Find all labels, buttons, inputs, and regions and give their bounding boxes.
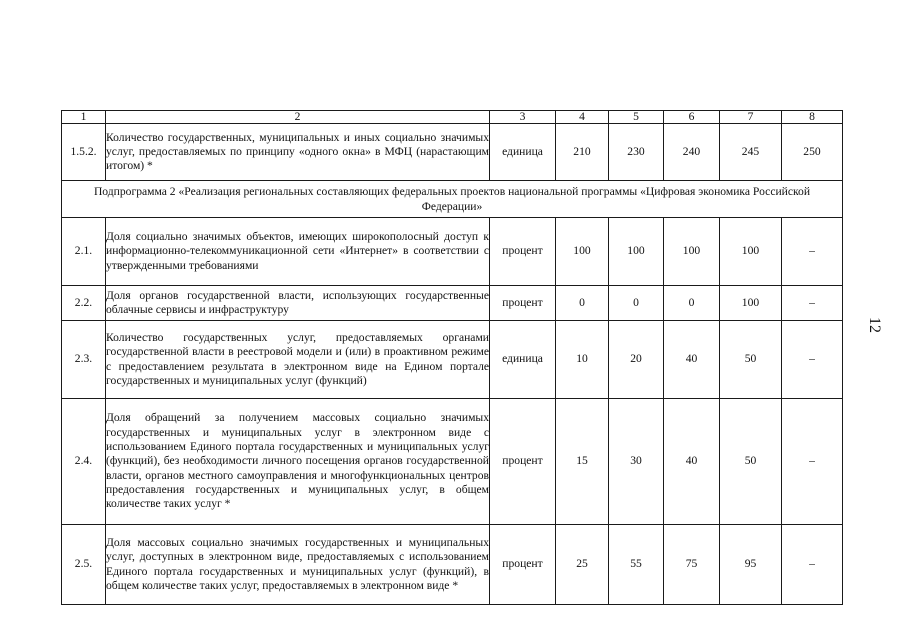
header-cell: 3: [490, 111, 556, 124]
value-cell: 100: [720, 286, 782, 321]
table-row: [62, 321, 843, 399]
unit-cell: единица: [490, 124, 556, 181]
unit-cell: процент: [490, 218, 556, 286]
row-number: 2.2.: [62, 286, 106, 321]
value-cell: 15: [556, 399, 609, 525]
indicator-name: Количество государственных, муниципальных и иных социально значимых услуг, предоставляемых по принципу «одного окна» в МФЦ (нарастающим итогом) *: [106, 124, 490, 181]
unit-cell: процент: [490, 399, 556, 525]
value-cell: 25: [556, 525, 609, 605]
value-cell: 100: [609, 218, 664, 286]
table-row: [62, 286, 843, 321]
value-cell: 50: [720, 399, 782, 525]
unit-cell: процент: [490, 525, 556, 605]
value-cell: 50: [720, 321, 782, 399]
table-header-row: [62, 111, 843, 124]
indicator-name: Доля органов государственной власти, использующих государственные облачные сервисы и инфраструктуру: [106, 286, 490, 321]
unit-cell: единица: [490, 321, 556, 399]
table-row: [62, 218, 843, 286]
value-cell: 20: [609, 321, 664, 399]
value-cell: 55: [609, 525, 664, 605]
row-number: 2.5.: [62, 525, 106, 605]
header-cell: 2: [106, 111, 490, 124]
value-cell: 0: [664, 286, 720, 321]
value-cell: 100: [720, 218, 782, 286]
indicators-table: [61, 110, 843, 605]
value-cell: 10: [556, 321, 609, 399]
value-cell: 95: [720, 525, 782, 605]
row-number: 2.1.: [62, 218, 106, 286]
row-number: 2.3.: [62, 321, 106, 399]
value-cell: –: [782, 286, 843, 321]
row-number: 1.5.2.: [62, 124, 106, 181]
section-title: Подпрограмма 2 «Реализация региональных составляющих федеральных проектов национальной программы «Цифровая экономика Российской Федерации»: [62, 181, 843, 218]
value-cell: 210: [556, 124, 609, 181]
header-cell: 7: [720, 111, 782, 124]
value-cell: 230: [609, 124, 664, 181]
value-cell: 100: [664, 218, 720, 286]
page-number: 12: [866, 317, 883, 333]
value-cell: 30: [609, 399, 664, 525]
value-cell: 240: [664, 124, 720, 181]
value-cell: –: [782, 525, 843, 605]
value-cell: –: [782, 399, 843, 525]
table-row: [62, 525, 843, 605]
unit-cell: процент: [490, 286, 556, 321]
indicator-name: Доля обращений за получением массовых социально значимых государственных и муниципальных услуг в электронном виде с использованием Единого портала государственных и муниципальных услуг (функций), без необходимости личного посещения органов государственной власти, органов местного самоуправления и многофункциональных центров предоставления государственных и муниципальных услуг, в общем количестве таких услуг *: [106, 399, 490, 525]
table-row: [62, 399, 843, 525]
row-number: 2.4.: [62, 399, 106, 525]
value-cell: 245: [720, 124, 782, 181]
indicator-name: Доля массовых социально значимых государственных и муниципальных услуг, доступных в электронном виде, предоставляемых с использованием Единого портала государственных и муниципальных услуг (функций), в общем количестве таких услуг, предоставляемых в электронном виде *: [106, 525, 490, 605]
indicator-name: Количество государственных услуг, предоставляемых органами государственной власти в реестровой модели и (или) в проактивном режиме с предоставлением результата в электронном виде на Едином портале государственных и муниципальных услуг (функций): [106, 321, 490, 399]
value-cell: –: [782, 218, 843, 286]
value-cell: 40: [664, 321, 720, 399]
value-cell: 40: [664, 399, 720, 525]
table-row: [62, 124, 843, 181]
header-cell: 6: [664, 111, 720, 124]
section-row: [62, 181, 843, 218]
header-cell: 8: [782, 111, 843, 124]
value-cell: 100: [556, 218, 609, 286]
header-cell: 5: [609, 111, 664, 124]
value-cell: 0: [609, 286, 664, 321]
header-cell: 4: [556, 111, 609, 124]
value-cell: 0: [556, 286, 609, 321]
value-cell: –: [782, 321, 843, 399]
indicator-name: Доля социально значимых объектов, имеющих широкополосный доступ к информационно-телекоммуникационной сети «Интернет» в соответствии с утвержденными требованиями: [106, 218, 490, 286]
value-cell: 250: [782, 124, 843, 181]
value-cell: 75: [664, 525, 720, 605]
header-cell: 1: [62, 111, 106, 124]
